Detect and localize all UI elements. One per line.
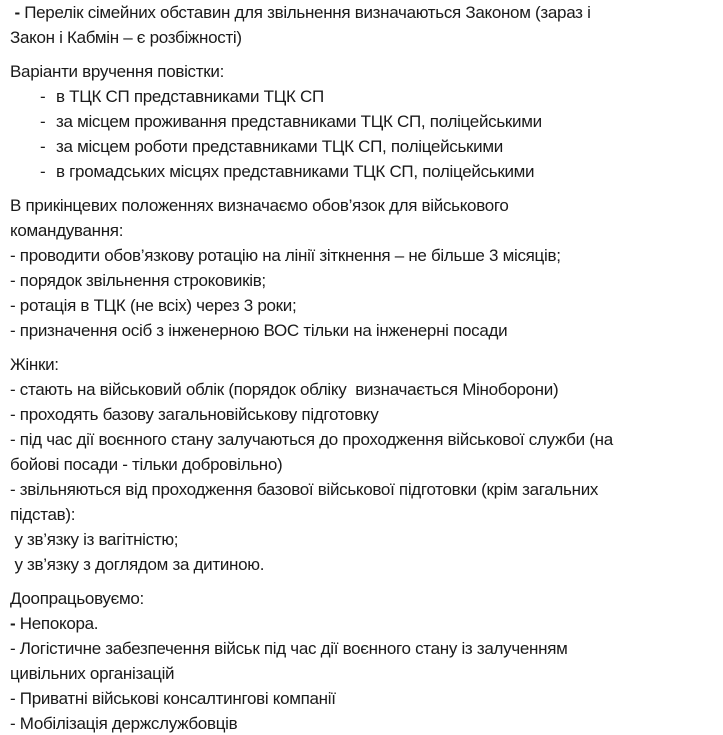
dash-bullet-marker: - bbox=[40, 112, 46, 131]
text-run: - проходять базову загальновійськову підготовку bbox=[10, 405, 379, 424]
section-summons-delivery-options bbox=[10, 61, 719, 183]
text-run: - Приватні військові консалтингові компанії bbox=[10, 689, 336, 708]
text-run: - під час дії воєнного стану залучаються до проходження військової служби (на bbox=[10, 430, 613, 449]
text-line bbox=[10, 688, 719, 710]
text-line bbox=[10, 320, 719, 342]
text-run: бойові посади - тільки добровільно) bbox=[10, 455, 283, 474]
text-line bbox=[10, 2, 719, 24]
text-line bbox=[10, 638, 719, 660]
text-run: - стають на військовий облік (порядок обліку визначається Міноборони) bbox=[10, 380, 559, 399]
text-run: цивільних організацій bbox=[10, 664, 175, 683]
text-line bbox=[10, 454, 719, 476]
text-line bbox=[10, 220, 719, 242]
text-run: Доопрацьовуємо: bbox=[10, 589, 144, 608]
text-line bbox=[10, 504, 719, 526]
text-run: Закон і Кабмін – є розбіжності) bbox=[10, 28, 242, 47]
bold-dash: - bbox=[14, 3, 20, 22]
text-line bbox=[10, 27, 719, 49]
text-run: в громадських місцях представниками ТЦК СП, поліцейськими bbox=[56, 162, 535, 181]
text-run: за місцем проживання представниками ТЦК СП, поліцейськими bbox=[56, 112, 542, 131]
text-run: в ТЦК СП представниками ТЦК СП bbox=[56, 87, 324, 106]
dash-bullet-marker: - bbox=[40, 162, 46, 181]
text-run: Непокора. bbox=[15, 614, 99, 633]
text-line bbox=[10, 613, 719, 635]
text-line bbox=[10, 588, 719, 610]
text-line bbox=[10, 245, 719, 267]
text-line bbox=[10, 404, 719, 426]
text-run: командування: bbox=[10, 221, 124, 240]
text-run: - ротація в ТЦК (не всіх) через 3 роки; bbox=[10, 296, 297, 315]
section-to-finalize bbox=[10, 588, 719, 735]
dash-bullet-marker: - bbox=[40, 137, 46, 156]
text-line bbox=[10, 429, 719, 451]
text-run: у зв’язку з доглядом за дитиною. bbox=[10, 555, 265, 574]
text-run: - проводити обов’язкову ротацію на лінії зіткнення – не більше 3 місяців; bbox=[10, 246, 561, 265]
bullet-line bbox=[10, 111, 719, 133]
bullet-line bbox=[10, 161, 719, 183]
text-line bbox=[10, 295, 719, 317]
text-line bbox=[10, 529, 719, 551]
text-run: В прикінцевих положеннях визначаємо обов’язок для військового bbox=[10, 196, 509, 215]
text-run: Жінки: bbox=[10, 355, 59, 374]
text-line bbox=[10, 554, 719, 576]
section-final-provisions-military-command bbox=[10, 195, 719, 342]
bullet-line bbox=[10, 136, 719, 158]
text-run: у зв’язку із вагітністю; bbox=[10, 530, 179, 549]
text-line bbox=[10, 270, 719, 292]
text-run: - звільняються від проходження базової військової підготовки (крім загальних bbox=[10, 480, 599, 499]
text-line bbox=[10, 379, 719, 401]
text-run: - Логістичне забезпечення військ під час дії воєнного стану із залученням bbox=[10, 639, 568, 658]
text-line bbox=[10, 479, 719, 501]
bullet-line bbox=[10, 86, 719, 108]
text-run: Перелік сімейних обставин для звільнення визначаються Законом (зараз і bbox=[19, 3, 591, 22]
text-run: Варіанти вручення повістки: bbox=[10, 62, 224, 81]
text-run: - Мобілізація держслужбовців bbox=[10, 714, 238, 733]
text-line bbox=[10, 61, 719, 83]
text-line bbox=[10, 713, 719, 735]
text-line bbox=[10, 663, 719, 685]
bold-dash: - bbox=[10, 614, 16, 633]
text-line bbox=[10, 354, 719, 376]
text-run: - призначення осіб з інженерною ВОС тільки на інженерні посади bbox=[10, 321, 508, 340]
text-run: - порядок звільнення строковиків; bbox=[10, 271, 266, 290]
text-run: підстав): bbox=[10, 505, 76, 524]
text-run: за місцем роботи представниками ТЦК СП, поліцейськими bbox=[56, 137, 503, 156]
section-family-grounds bbox=[10, 2, 719, 49]
section-women bbox=[10, 354, 719, 576]
dash-bullet-marker: - bbox=[40, 87, 46, 106]
text-line bbox=[10, 195, 719, 217]
